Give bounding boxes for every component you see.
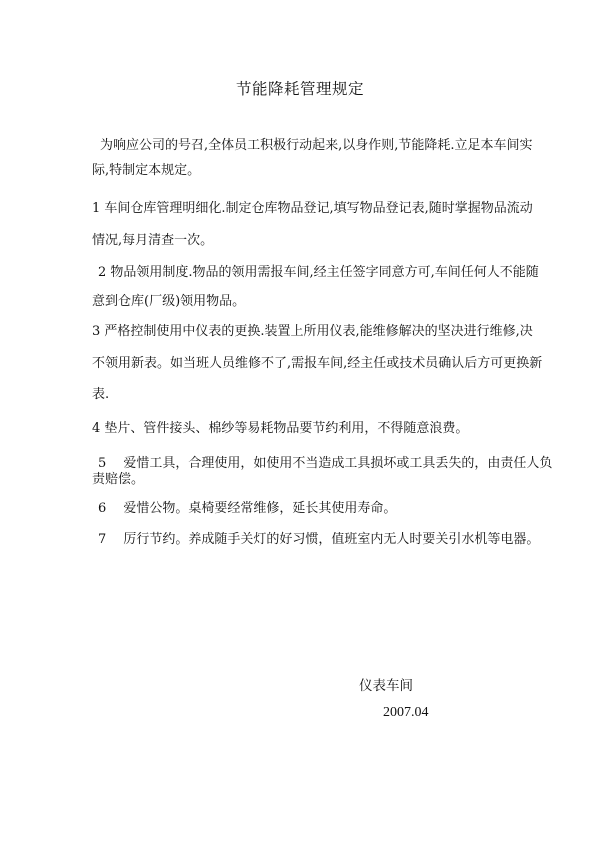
signature-department: 仪表车间 bbox=[359, 678, 413, 694]
item-5-line-2: 责赔偿。 bbox=[92, 472, 145, 487]
intro-line-1: 为响应公司的号召,全体员工积极行动起来,以身作则,节能降耗.立足本车间实 bbox=[100, 138, 533, 153]
item-3-line-3: 表. bbox=[92, 387, 110, 402]
item-6-line-1: 6 爱惜公物。桌椅要经常维修，延长其使用寿命。 bbox=[98, 501, 397, 516]
signature-date: 2007.04 bbox=[383, 705, 429, 720]
item-1-line-1: 1 车间仓库管理明细化.制定仓库物品登记,填写物品登记表,随时掌握物品流动 bbox=[92, 201, 533, 216]
document-title: 节能降耗管理规定 bbox=[235, 80, 364, 98]
item-5-line-1: 5 爱惜工具，合理使用，如使用不当造成工具损坏或工具丢失的，由责任人负 bbox=[98, 456, 553, 471]
item-2-line-2: 意到仓库(厂级)领用物品。 bbox=[92, 294, 246, 309]
item-7-line-1: 7 厉行节约。养成随手关灯的好习惯，值班室内无人时要关引水机等电器。 bbox=[98, 532, 540, 547]
item-2-line-1: 2 物品领用制度.物品的领用需报车间,经主任签字同意方可,车间任何人不能随 bbox=[98, 265, 539, 280]
intro-line-2: 际,特制定本规定。 bbox=[92, 163, 201, 178]
item-3-line-1: 3 严格控制使用中仪表的更换.装置上所用仪表,能维修解决的坚决进行维修,决 bbox=[92, 324, 533, 339]
item-4-line-1: 4 垫片、管件接头、棉纱等易耗物品要节约利用，不得随意浪费。 bbox=[92, 421, 469, 436]
item-3-line-2: 不领用新表。如当班人员维修不了,需报车间,经主任或技术员确认后方可更换新 bbox=[92, 356, 543, 371]
item-1-line-2: 情况,每月清查一次。 bbox=[92, 233, 214, 248]
